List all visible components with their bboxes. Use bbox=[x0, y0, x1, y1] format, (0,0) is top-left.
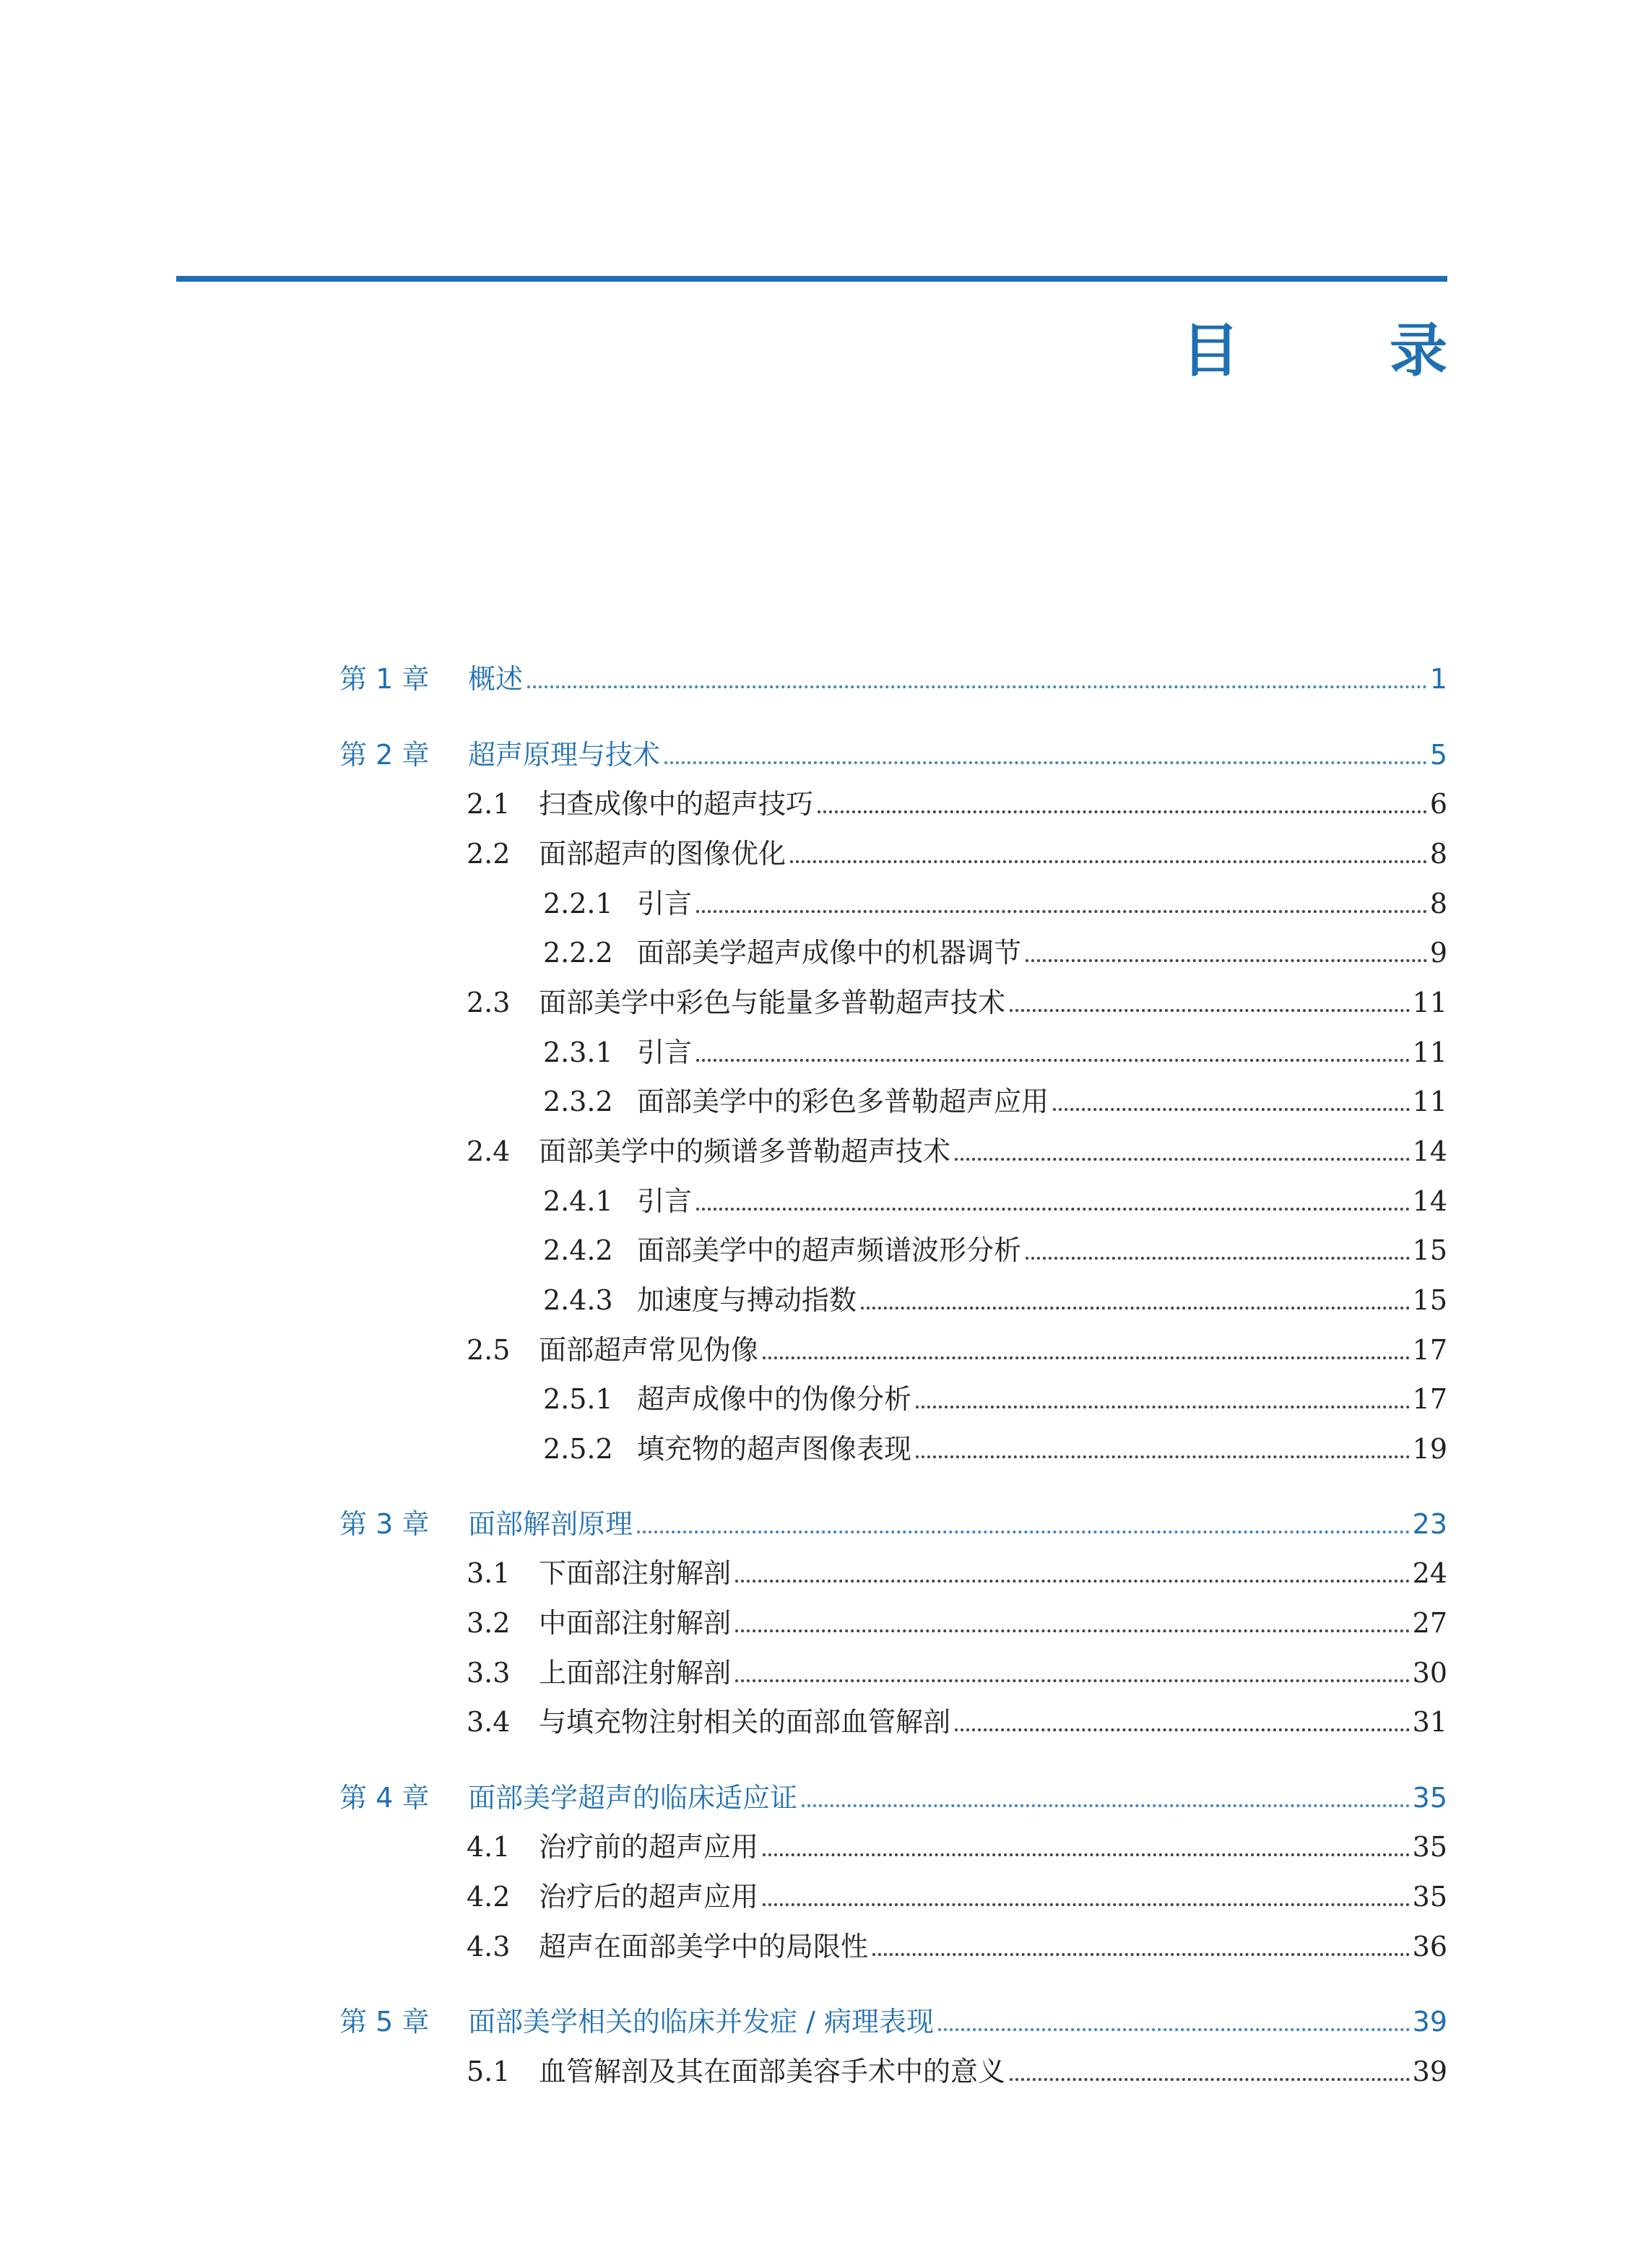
toc-section-number: 4.1 bbox=[467, 1831, 511, 1863]
toc-dot-leader bbox=[1053, 1108, 1410, 1111]
toc-section-entry[interactable] bbox=[467, 1879, 1447, 1915]
toc-page-number: 39 bbox=[1412, 2006, 1447, 2038]
toc-page-number: 27 bbox=[1412, 1607, 1447, 1639]
toc-section-entry[interactable] bbox=[543, 1381, 1447, 1417]
toc-entry-title: 面部解剖原理 bbox=[468, 1508, 633, 1540]
toc-section-entry[interactable] bbox=[543, 1183, 1447, 1219]
toc-page-number: 1 bbox=[1429, 663, 1447, 695]
toc-entry-title: 加速度与搏动指数 bbox=[637, 1284, 857, 1316]
toc-page-number: 36 bbox=[1412, 1931, 1447, 1962]
toc-section-number: 3.2 bbox=[467, 1607, 511, 1639]
toc-section-entry[interactable] bbox=[467, 1929, 1447, 1965]
page-title: 目 录 bbox=[1182, 317, 1512, 384]
toc-section-entry[interactable] bbox=[467, 1655, 1447, 1691]
toc-page-number: 14 bbox=[1412, 1185, 1447, 1217]
toc-section-entry[interactable] bbox=[467, 1704, 1447, 1740]
toc-chapter-entry[interactable] bbox=[339, 1780, 1447, 1816]
toc-dot-leader bbox=[818, 810, 1427, 813]
toc-entry-title: 面部美学相关的临床并发症 / 病理表现 bbox=[468, 2006, 934, 2038]
toc-dot-leader bbox=[735, 1580, 1410, 1583]
toc-entry-title: 中面部注射解剖 bbox=[539, 1607, 732, 1639]
toc-section-number: 2.3.2 bbox=[543, 1086, 613, 1117]
toc-page-number: 9 bbox=[1429, 937, 1447, 969]
toc-chapter-number: 第 1 章 bbox=[339, 663, 430, 695]
toc-dot-leader bbox=[664, 761, 1427, 764]
toc-page-number: 35 bbox=[1412, 1831, 1447, 1863]
toc-section-entry[interactable] bbox=[467, 1829, 1447, 1865]
toc-section-entry[interactable] bbox=[467, 984, 1447, 1021]
toc-dot-leader bbox=[1026, 1257, 1410, 1260]
toc-section-entry[interactable] bbox=[543, 935, 1447, 971]
toc-page-number: 11 bbox=[1412, 987, 1447, 1018]
toc-chapter-entry[interactable] bbox=[339, 737, 1447, 773]
toc-section-number: 4.2 bbox=[467, 1881, 511, 1913]
toc-section-number: 2.5.2 bbox=[543, 1433, 613, 1465]
toc-dot-leader bbox=[955, 1158, 1410, 1161]
toc-chapter-number: 第 4 章 bbox=[339, 1782, 430, 1814]
toc-dot-leader bbox=[735, 1629, 1410, 1632]
toc-section-number: 4.3 bbox=[467, 1931, 511, 1962]
toc-entry-title: 治疗后的超声应用 bbox=[539, 1881, 759, 1913]
toc-dot-leader bbox=[916, 1406, 1410, 1408]
toc-entry-title: 面部美学中的彩色多普勒超声应用 bbox=[637, 1086, 1049, 1117]
toc-section-entry[interactable] bbox=[543, 1282, 1447, 1318]
toc-entry-title: 引言 bbox=[637, 888, 693, 919]
toc-section-entry[interactable] bbox=[467, 1555, 1447, 1591]
toc-section-entry[interactable] bbox=[467, 1332, 1447, 1368]
toc-page-number: 17 bbox=[1412, 1383, 1447, 1415]
toc-page-number: 23 bbox=[1412, 1508, 1447, 1540]
toc-chapter-entry[interactable] bbox=[339, 1506, 1447, 1542]
toc-entry-title: 扫查成像中的超声技巧 bbox=[539, 788, 814, 820]
toc-section-entry[interactable] bbox=[467, 786, 1447, 822]
toc-entry-title: 上面部注射解剖 bbox=[539, 1657, 732, 1689]
toc-entry-title: 治疗前的超声应用 bbox=[539, 1831, 759, 1863]
toc-dot-leader bbox=[861, 1307, 1410, 1310]
toc-page-number: 11 bbox=[1412, 1036, 1447, 1068]
toc-entry-title: 面部超声常见伪像 bbox=[539, 1334, 759, 1366]
toc-section-number: 2.5 bbox=[467, 1334, 511, 1366]
toc-section-number: 2.4.1 bbox=[543, 1185, 613, 1217]
toc-entry-title: 超声成像中的伪像分析 bbox=[637, 1383, 912, 1415]
toc-page-number: 8 bbox=[1429, 888, 1447, 919]
toc-dot-leader bbox=[916, 1455, 1410, 1458]
toc-entry-title: 面部超声的图像优化 bbox=[539, 838, 786, 870]
toc-chapter-number: 第 3 章 bbox=[339, 1508, 430, 1540]
toc-section-number: 2.4 bbox=[467, 1135, 511, 1167]
toc-section-number: 2.3 bbox=[467, 987, 511, 1018]
toc-page-number: 6 bbox=[1429, 788, 1447, 820]
toc-section-entry[interactable] bbox=[467, 1605, 1447, 1641]
toc-page-number: 35 bbox=[1412, 1881, 1447, 1913]
toc-dot-leader bbox=[938, 2028, 1410, 2031]
toc-section-entry[interactable] bbox=[543, 1232, 1447, 1268]
toc-entry-title: 面部美学中的频谱多普勒超声技术 bbox=[539, 1135, 951, 1167]
toc-page-number: 5 bbox=[1429, 739, 1447, 771]
toc-section-number: 2.3.1 bbox=[543, 1036, 613, 1068]
toc-page-number: 24 bbox=[1412, 1557, 1447, 1589]
toc-section-number: 2.2.2 bbox=[543, 937, 613, 969]
toc-chapter-entry[interactable] bbox=[339, 661, 1447, 697]
toc-page-number: 31 bbox=[1412, 1706, 1447, 1738]
toc-entry-title: 面部美学中的超声频谱波形分析 bbox=[637, 1234, 1022, 1266]
toc-dot-leader bbox=[872, 1953, 1410, 1956]
toc-entry-title: 超声在面部美学中的局限性 bbox=[539, 1931, 869, 1962]
toc-entry-title: 血管解剖及其在面部美容手术中的意义 bbox=[539, 2056, 1006, 2087]
toc-section-entry[interactable] bbox=[467, 1133, 1447, 1169]
toc-section-number: 3.3 bbox=[467, 1657, 511, 1689]
toc-page-number: 15 bbox=[1412, 1284, 1447, 1316]
toc-section-number: 2.2.1 bbox=[543, 888, 613, 919]
toc-entry-title: 超声原理与技术 bbox=[468, 739, 661, 771]
toc-entry-title: 填充物的超声图像表现 bbox=[637, 1433, 912, 1465]
toc-page-number: 39 bbox=[1412, 2056, 1447, 2087]
toc-section-entry[interactable] bbox=[467, 836, 1447, 872]
toc-page-number: 15 bbox=[1412, 1234, 1447, 1266]
toc-dot-leader bbox=[763, 1853, 1410, 1856]
toc-chapter-number: 第 5 章 bbox=[339, 2006, 430, 2038]
toc-dot-leader bbox=[763, 1356, 1410, 1359]
toc-chapter-number: 第 2 章 bbox=[339, 739, 430, 771]
toc-dot-leader bbox=[696, 1059, 1410, 1062]
toc-entry-title: 与填充物注射相关的面部血管解剖 bbox=[539, 1706, 951, 1738]
toc-section-number: 2.4.2 bbox=[543, 1234, 613, 1266]
toc-entry-title: 下面部注射解剖 bbox=[539, 1557, 732, 1589]
toc-entry-title: 面部美学超声的临床适应证 bbox=[468, 1782, 798, 1814]
toc-section-number: 2.2 bbox=[467, 838, 511, 870]
toc-chapter-entry[interactable] bbox=[339, 2004, 1447, 2040]
toc-page-number: 19 bbox=[1412, 1433, 1447, 1465]
toc-page-number: 8 bbox=[1429, 838, 1447, 870]
toc-section-number: 2.1 bbox=[467, 788, 511, 820]
toc-entry-title: 引言 bbox=[637, 1036, 693, 1068]
toc-section-entry[interactable] bbox=[543, 886, 1447, 922]
toc-entry-title: 引言 bbox=[637, 1185, 693, 1217]
toc-page-number: 14 bbox=[1412, 1135, 1447, 1167]
toc-section-number: 5.1 bbox=[467, 2056, 511, 2087]
toc-section-number: 3.1 bbox=[467, 1557, 511, 1589]
toc-section-number: 3.4 bbox=[467, 1706, 511, 1738]
toc-section-entry[interactable] bbox=[467, 2053, 1447, 2090]
toc-section-entry[interactable] bbox=[543, 1431, 1447, 1467]
toc-page-number: 11 bbox=[1412, 1086, 1447, 1117]
toc-dot-leader bbox=[1010, 2078, 1410, 2081]
toc-page-number: 17 bbox=[1412, 1334, 1447, 1366]
toc-page-number: 35 bbox=[1412, 1782, 1447, 1814]
toc-section-number: 2.4.3 bbox=[543, 1284, 613, 1316]
toc-section-entry[interactable] bbox=[543, 1083, 1447, 1120]
toc-dot-leader bbox=[527, 685, 1427, 688]
toc-dot-leader bbox=[696, 910, 1427, 913]
toc-section-entry[interactable] bbox=[543, 1034, 1447, 1070]
toc-dot-leader bbox=[1010, 1009, 1410, 1012]
toc-dot-leader bbox=[696, 1208, 1410, 1211]
toc-page-number: 30 bbox=[1412, 1657, 1447, 1689]
toc-dot-leader bbox=[637, 1531, 1410, 1533]
toc-dot-leader bbox=[955, 1728, 1410, 1731]
toc-dot-leader bbox=[763, 1903, 1410, 1906]
toc-entry-title: 概述 bbox=[468, 663, 524, 695]
toc-dot-leader bbox=[790, 860, 1427, 863]
toc-entry-title: 面部美学中彩色与能量多普勒超声技术 bbox=[539, 987, 1006, 1018]
toc-section-number: 2.5.1 bbox=[543, 1383, 613, 1415]
toc-entry-title: 面部美学超声成像中的机器调节 bbox=[637, 937, 1022, 969]
toc-dot-leader bbox=[735, 1679, 1410, 1682]
toc-dot-leader bbox=[1026, 959, 1427, 962]
toc-dot-leader bbox=[802, 1804, 1410, 1807]
